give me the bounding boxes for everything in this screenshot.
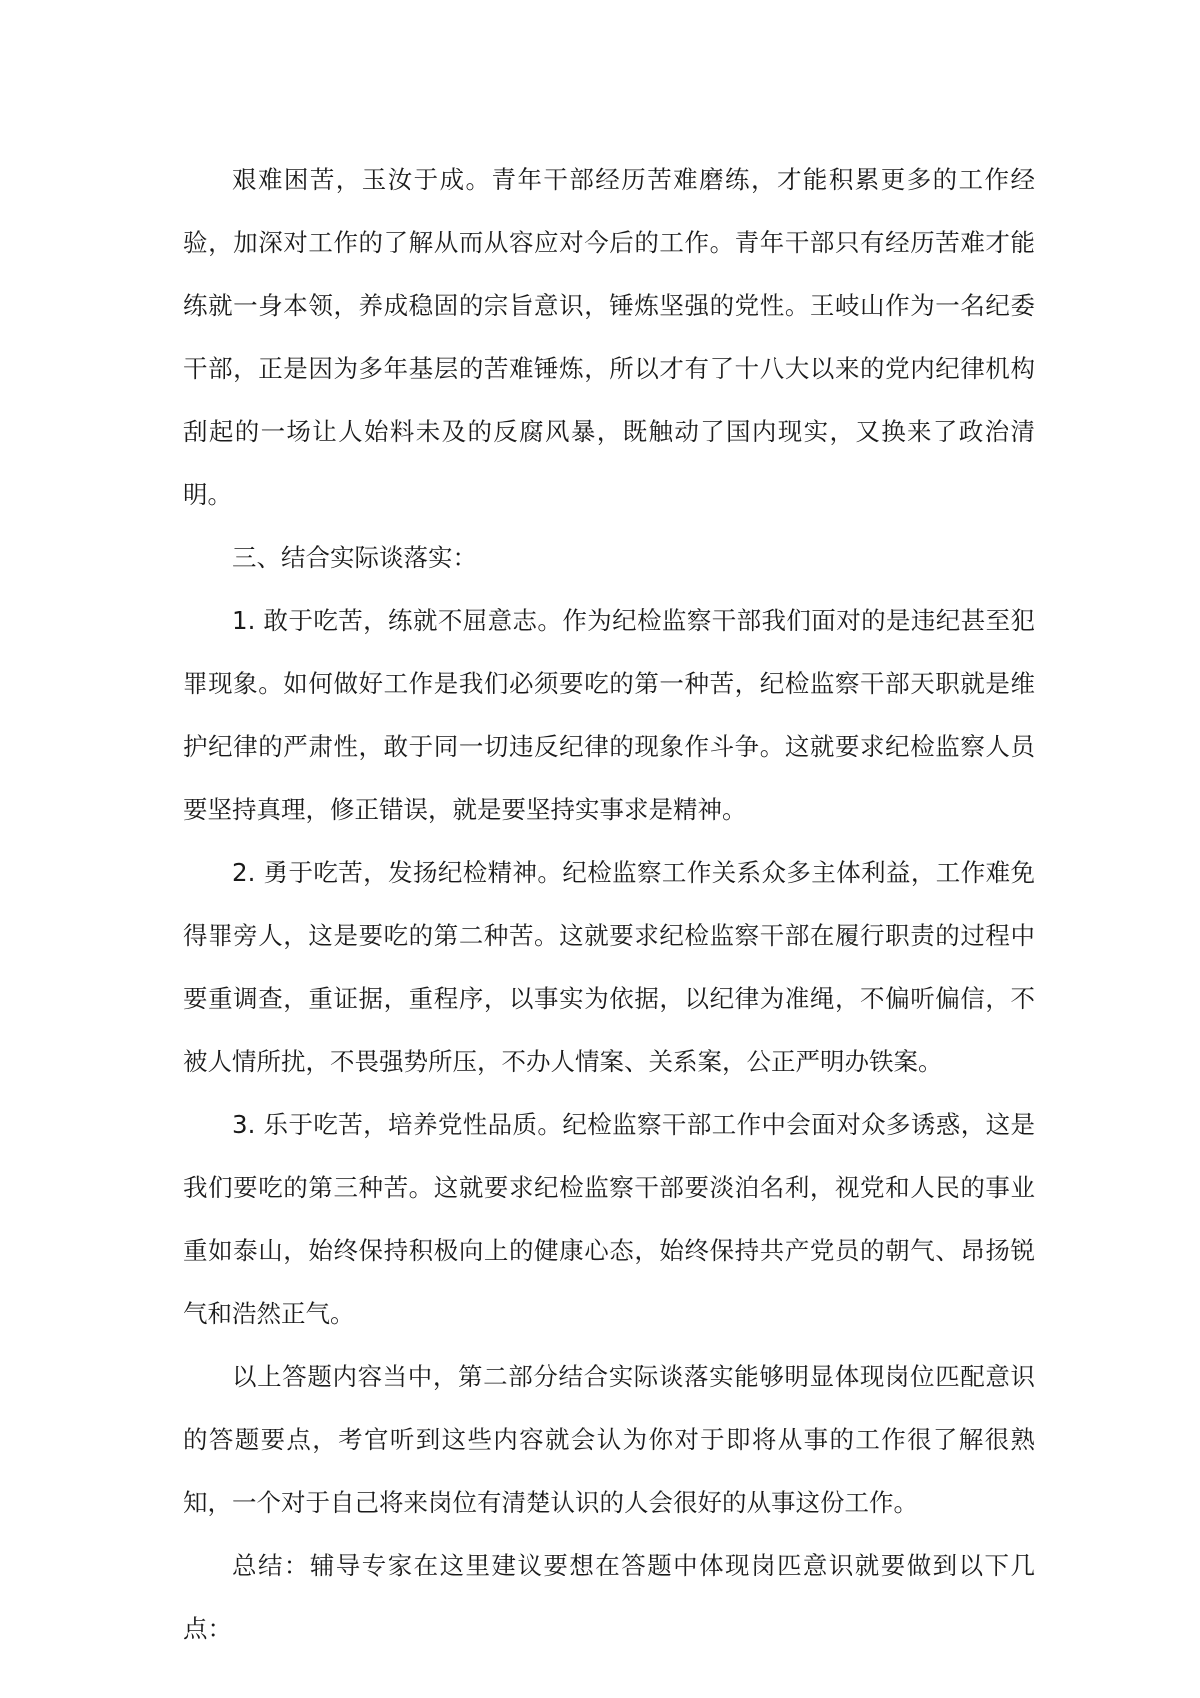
document-body <box>183 148 1035 1660</box>
section-heading-implementation: 三、结合实际谈落实： <box>232 543 477 572</box>
paragraph-hardship: 艰难困苦，玉汝于成。青年干部经历苦难磨练，才能积累更多的工作经验，加深对工作的了解从而从容应对今后的工作。青年干部只有经历苦难才能练就一身本领，养成稳固的宗旨意识，锤炼坚强的党性。王岐山作为一名纪委干部，正是因为多年基层的苦难锤炼，所以才有了十八大以来的党内纪律机构刮起的一场让人始料未及的反腐风暴，既触动了国内现实，又换来了政治清明。 <box>183 165 1035 509</box>
paragraph-analysis: 以上答题内容当中，第二部分结合实际谈落实能够明显体现岗位匹配意识的答题要点，考官听到这些内容就会认为你对于即将从事的工作很了解很熟知，一个对于自己将来岗位有清楚认识的人会很好的从事这份工作。 <box>183 1362 1035 1517</box>
paragraph-point-1: 1. 敢于吃苦，练就不屈意志。作为纪检监察干部我们面对的是违纪甚至犯罪现象。如何做好工作是我们必须要吃的第一种苦，纪检监察干部天职就是维护纪律的严肃性，敢于同一切违反纪律的现象作斗争。这就要求纪检监察人员要坚持真理，修正错误，就是要坚持实事求是精神。 <box>183 606 1035 824</box>
paragraph-summary: 总结：辅导专家在这里建议要想在答题中体现岗匹意识就要做到以下几点： <box>183 1551 1035 1643</box>
paragraph-point-3: 3. 乐于吃苦，培养党性品质。纪检监察干部工作中会面对众多诱惑，这是我们要吃的第三种苦。这就要求纪检监察干部要淡泊名利，视党和人民的事业重如泰山，始终保持积极向上的健康心态，始终保持共产党员的朝气、昂扬锐气和浩然正气。 <box>183 1110 1035 1328</box>
paragraph-point-2: 2. 勇于吃苦，发扬纪检精神。纪检监察工作关系众多主体利益，工作难免得罪旁人，这是要吃的第二种苦。这就要求纪检监察干部在履行职责的过程中要重调查，重证据，重程序，以事实为依据，以纪律为准绳，不偏听偏信，不被人情所扰，不畏强势所压，不办人情案、关系案，公正严明办铁案。 <box>183 858 1035 1076</box>
